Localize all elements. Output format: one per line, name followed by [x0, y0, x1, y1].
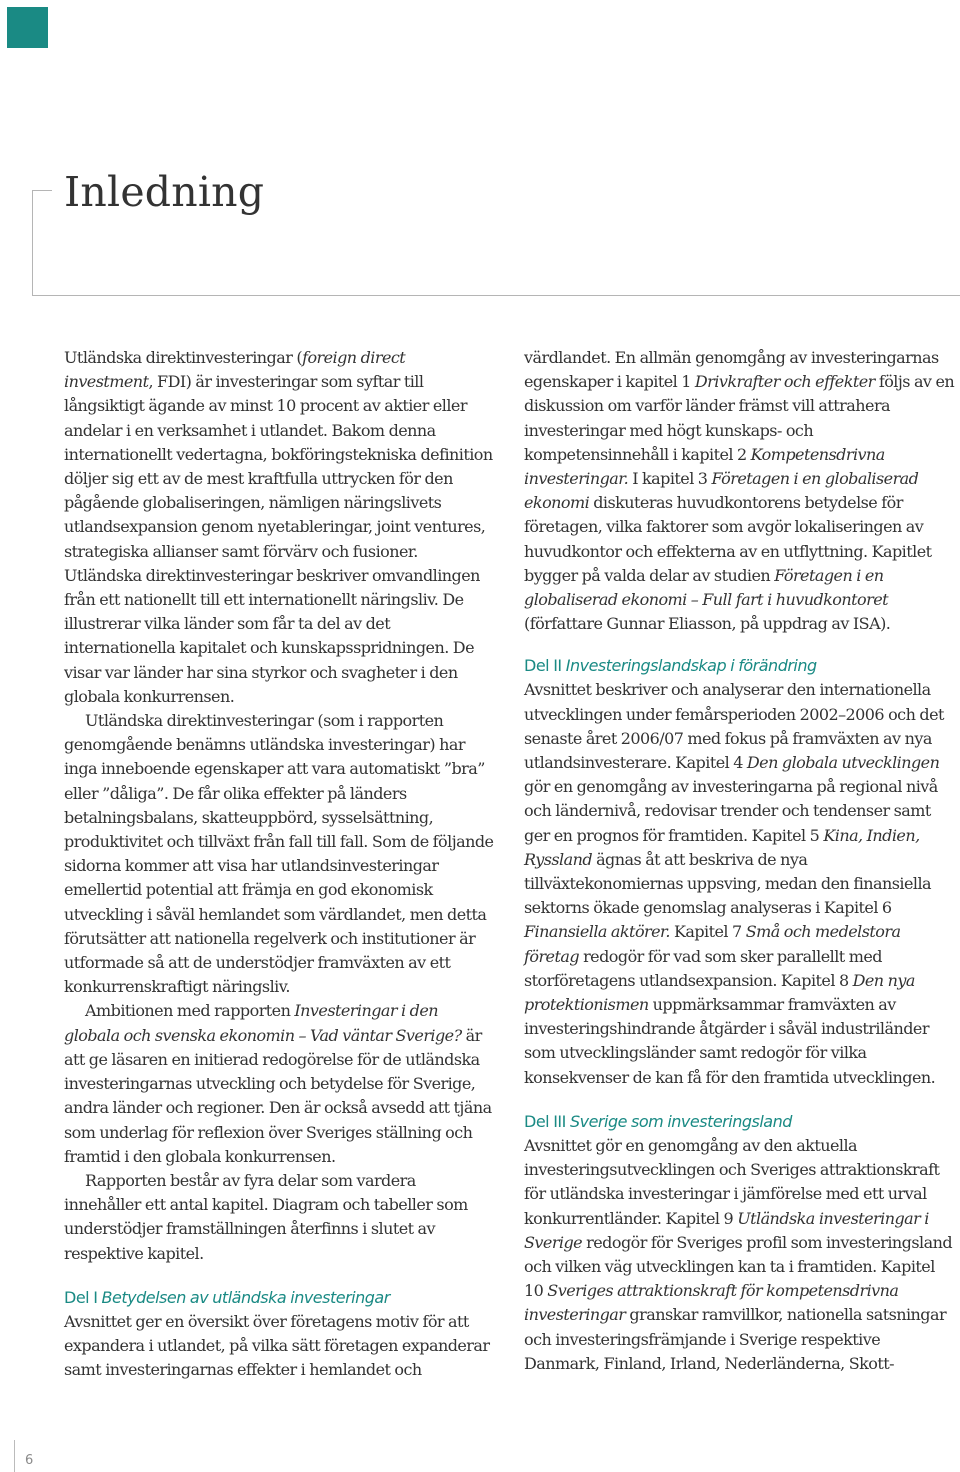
- italic-chapter-title: Finansiella aktörer.: [524, 922, 670, 942]
- text-run: I kapitel 3: [628, 469, 712, 489]
- text-run: uppmärksammar framväxten av investeringshindrande åtgärder i såväl industriländer som utvecklingsländer samt redogör för vilka konsekvenser de kan få för den framtida utvecklingen.: [524, 995, 936, 1087]
- text-run: redogör för vad som sker parallellt med storföretagens utlandsexpansion. Kapitel 8: [524, 946, 882, 990]
- text-run: följs av en diskussion om varför länder främst vill attrahera investeringar med högt kunskaps- och kompetensinnehåll i kapitel 2: [524, 372, 955, 464]
- text-run: Avsnittet beskriver och analyserar den internationella utvecklingen under femårsperioden 2002–2006 och det senaste året 2006/07 med fokus på framväxten av nya utlandsinvesterare. Kapitel 4: [524, 680, 944, 773]
- body-paragraph: Rapporten består av fyra delar som vardera innehåller ett antal kapitel. Diagram och tabeller som understödjer framställningen återfinns i slutet av respektive kapitel.: [64, 1170, 468, 1263]
- text-run: Avsnittet gör en genomgång av den aktuella investeringsutvecklingen och Sveriges attraktionskraft för utländska investeringar i jämförelse med ett urval konkurrentländer. Kapitel 9: [524, 1135, 940, 1228]
- text-run: Utländska direktinvesteringar (: [64, 348, 303, 367]
- body-paragraph: [64, 999, 494, 1168]
- italic-chapter-title: Små och medelstora företag: [524, 922, 901, 966]
- section-heading-del-3: [524, 1110, 956, 1134]
- text-run: ägnas åt att beskriva de nya tillväxtekonomiernas uppsving, medan den finansiella sektorns ökade genomslag analyseras i Kapitel 6: [524, 849, 932, 918]
- section-heading-del-2: [524, 654, 956, 678]
- italic-chapter-title: Utländska investeringar i Sverige: [524, 1208, 929, 1252]
- text-run: redogör för Sveriges profil som investeringsland och vilken väg utvecklingen kan ta i framtiden. Kapitel 10: [524, 1232, 953, 1301]
- section-label: Del I: [64, 1287, 98, 1307]
- section-paragraph: Avsnittet ger en översikt över företagens motiv för att expandera i utlandet, på vilka sätt företagen expanderar samt investeringarnas effekter i hemlandet och: [64, 1311, 490, 1380]
- section-title: Betydelsen av utländska investeringar: [101, 1287, 390, 1307]
- text-run: gör en genomgång av investeringarna på regional nivå och ländernivå, redovisar trender och tendenser samt ger en prognos för framtiden. Kapitel 5: [524, 777, 938, 845]
- title-frame-top-rule: [32, 190, 52, 191]
- body-paragraph: Utländska direktinvesteringar (som i rapporten genomgående benämns utländska investeringar) har inga inneboende egenskaper att vara automatiskt ”bra” eller ”dåliga”. De får olika effekter på länders betalningsbalans, skatteuppbörd, sysselsättning, produktivitet och tillväxt från fall till fall. Som de följande sidorna kommer att visa har utlandsinvesteringar emellertid potential att främja en god ekonomisk utveckling i såväl hemlandet som värdlandet, men detta förutsätter att nationella regelverk och institutioner är utformade så att de understödjer framväxten av ett konkurrenskraftigt näringsliv.: [64, 711, 494, 997]
- italic-chapter-title: Företagen i en globaliserad ekonomi: [524, 469, 919, 513]
- text-run: diskuteras huvudkontorens betydelse för företagen, vilka faktorer som avgör lokaliseringen av huvudkontor och effekterna av en utflyttning. Kapitlet bygger på valda delar av studien: [524, 493, 932, 585]
- italic-chapter-title: Drivkrafter och effekter: [694, 372, 875, 392]
- italic-study-title: Företagen i en globaliserad ekonomi – Full fart i huvudkontoret: [524, 565, 888, 610]
- intro-paragraph: [64, 346, 494, 709]
- text-run: Ambitionen med rapporten: [85, 1001, 295, 1021]
- section-paragraph: [524, 1134, 956, 1376]
- text-run: (författare Gunnar Eliasson, på uppdrag av ISA).: [524, 614, 891, 634]
- italic-chapter-title: Den globala utvecklingen: [746, 753, 940, 773]
- italic-term: foreign direct investment: [64, 348, 406, 392]
- italic-report-title: Investeringar i den globala och svenska ekonomin – Vad väntar Sverige?: [64, 1001, 462, 1045]
- text-run: granskar ramvillkor, nationella satsningar och investeringsfrämjande i Sverige respektive Danmark, Finland, Irland, Nederländerna, Skott-: [524, 1305, 947, 1373]
- text-run: , FDI) är investeringar som syftar till långsiktigt ägande av minst 10 procent av aktier eller andelar i en verksamhet i utlandet. Bakom denna internationellt vedertagna, bokföringstekniska definition döljer sig ett av de mest kraftfulla uttrycken för den pågående globaliseringen, nämligen näringslivets utlandsexpansion genom nyetableringar, joint ventures, strategiska allianser samt förvärv och fusioner. Utländska direktinvesteringar beskriver omvandlingen från ett nationellt till ett internationellt näringsliv. De illustrerar vilka länder som får ta del av det internationella kapitalet och kunskapsspridningen. De visar var länder har sina styrkor och svagheter i den globala konkurrensen.: [64, 372, 493, 706]
- italic-chapter-title: Kompetensdrivna investeringar.: [524, 444, 885, 489]
- page-title: Inledning: [64, 168, 265, 216]
- page-number-rule: [14, 1440, 15, 1472]
- section-title: Sverige som investeringsland: [569, 1111, 792, 1131]
- italic-chapter-title: Sveriges attraktionskraft för kompetensdrivna investeringar: [524, 1281, 899, 1325]
- left-column: [64, 346, 494, 1382]
- section-label: Del III: [524, 1111, 566, 1131]
- italic-chapter-title: Den nya protektionismen: [524, 970, 915, 1015]
- corner-accent-square: [7, 7, 48, 48]
- text-run: värdlandet. En allmän genomgång av investeringarnas egenskaper i kapitel 1: [524, 348, 939, 392]
- italic-chapter-title: Kina, Indien, Ryssland: [524, 825, 920, 869]
- text-run: är att ge läsaren en initierad redogörelse för de utländska investeringarnas utveckling och betydelse för Sverige, andra länder och regioner. Den är också avsedd att tjäna som underlag för reflexion över Sveriges ställning och framtid i den globala konkurrensen.: [64, 1025, 492, 1166]
- section-title: Investeringslandskap i förändring: [565, 656, 817, 676]
- section-paragraph: [524, 678, 956, 1089]
- continued-paragraph: [524, 346, 956, 636]
- page-number: 6: [25, 1453, 34, 1468]
- right-column: [524, 346, 956, 1376]
- section-label: Del II: [524, 656, 562, 676]
- section-heading-del-1: [64, 1286, 494, 1310]
- text-run: Kapitel 7: [669, 922, 746, 942]
